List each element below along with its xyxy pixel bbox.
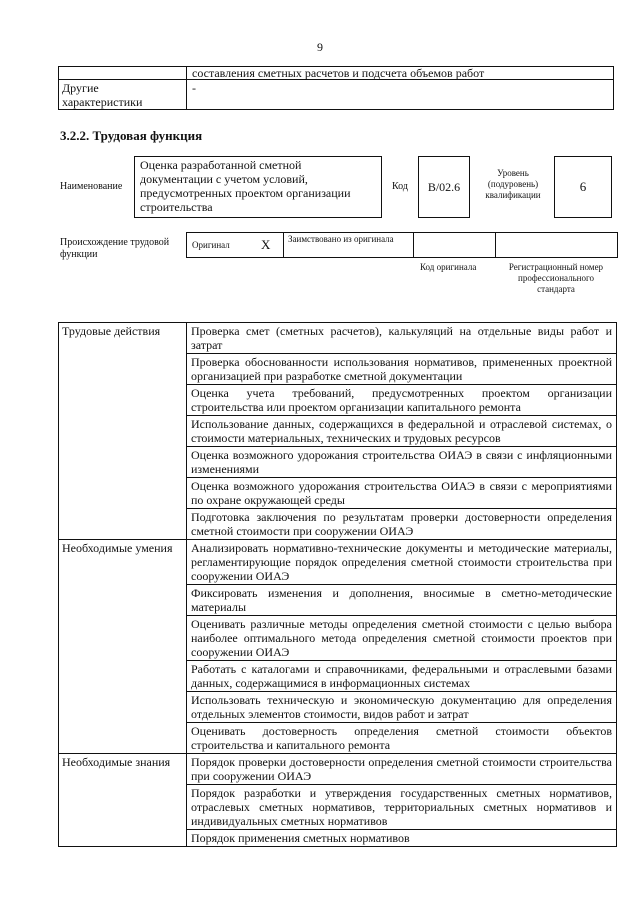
level-label: Уровень (подуровень) квалификации <box>485 168 541 200</box>
name-label: Наименование <box>60 181 123 192</box>
original-mark: X <box>261 237 271 252</box>
borrowed-label: Заимствовано из оригинала <box>288 234 394 244</box>
function-details-table <box>58 322 617 847</box>
code-label: Код <box>392 181 408 192</box>
section-item: Анализировать нормативно-технические документы и методические материалы, регламентирующие порядок определения сметной стоимости строительства при сооружении ОИАЭ <box>187 540 617 585</box>
function-name-box <box>134 156 382 218</box>
section-label: Необходимые знания <box>59 754 187 847</box>
code-box <box>418 156 470 218</box>
section-item: Оценивать различные методы определения сметной стоимости с целью выбора наиболее оптимального метода определения сметной стоимости проектов при сооружении ОИАЭ <box>187 616 617 661</box>
origin-divider-1 <box>283 233 284 257</box>
section-item: Порядок разработки и утверждения государственных сметных нормативов, отраслевых сметных нормативов, территориальных сметных нормативов и индивидуальных сметных нормативов <box>187 785 617 830</box>
section-item: Порядок применения сметных нормативов <box>187 830 617 847</box>
original-label: Оригинал <box>192 240 230 250</box>
section-heading: 3.2.2. Трудовая функция <box>60 128 203 143</box>
table-row <box>59 540 617 585</box>
column-divider <box>186 67 187 109</box>
other-characteristics-value: - <box>192 81 196 95</box>
continuation-table <box>58 66 614 110</box>
qualification-level: 6 <box>579 179 587 194</box>
section-item: Использование данных, содержащихся в федеральной и отраслевой системах, о стоимости материальных, технических и трудовых ресурсов <box>187 416 617 447</box>
page-number: 9 <box>317 40 323 54</box>
origin-label: Происхождение трудовой функции <box>60 237 170 260</box>
section-item: Проверка обоснованности использования нормативов, примененных проектной организацией при разработке сметной документации <box>187 354 617 385</box>
function-code: B/02.6 <box>427 180 461 194</box>
section-item: Оценка возможного удорожания строительства ОИАЭ в связи с мероприятиями по охране окружающей среды <box>187 478 617 509</box>
origin-row <box>186 232 618 258</box>
section-label: Необходимые умения <box>59 540 187 754</box>
table-row <box>59 323 617 354</box>
function-name: Оценка разработанной сметной документации с учетом условий, предусмотренных проектом организации строительства <box>140 158 351 214</box>
section-item: Оценка учета требований, предусмотренных проектом организации строительства или проектом организации капитального ремонта <box>187 385 617 416</box>
section-item: Проверка смет (сметных расчетов), калькуляций на отдельные виды работ и затрат <box>187 323 617 354</box>
continuation-text: составления сметных расчетов и подсчета объемов работ <box>192 66 485 80</box>
section-item: Подготовка заключения по результатам проверки достоверности определения сметной стоимости при сооружении ОИАЭ <box>187 509 617 540</box>
section-item: Оценивать достоверность определения сметной стоимости объектов строительства и капитального ремонта <box>187 723 617 754</box>
section-label: Трудовые действия <box>59 323 187 540</box>
other-characteristics-label: Другие характеристики <box>62 81 143 109</box>
section-item: Оценка возможного удорожания строительства ОИАЭ в связи с инфляционными изменениями <box>187 447 617 478</box>
section-item: Использовать техническую и экономическую документацию для определения отдельных элементов стоимости, видов работ и затрат <box>187 692 617 723</box>
section-item: Работать с каталогами и справочниками, федеральными и отраслевыми базами данных, содержащимися в информационных системах <box>187 661 617 692</box>
origin-divider-2 <box>413 233 414 257</box>
reg-number-caption: Регистрационный номер профессионального стандарта <box>508 262 604 294</box>
code-original-caption: Код оригинала <box>420 262 477 272</box>
table-row <box>59 754 617 785</box>
level-box <box>554 156 612 218</box>
section-item: Фиксировать изменения и дополнения, вносимые в сметно-методические материалы <box>187 585 617 616</box>
origin-divider-3 <box>495 233 496 257</box>
section-item: Порядок проверки достоверности определения сметной стоимости строительства при сооружении ОИАЭ <box>187 754 617 785</box>
